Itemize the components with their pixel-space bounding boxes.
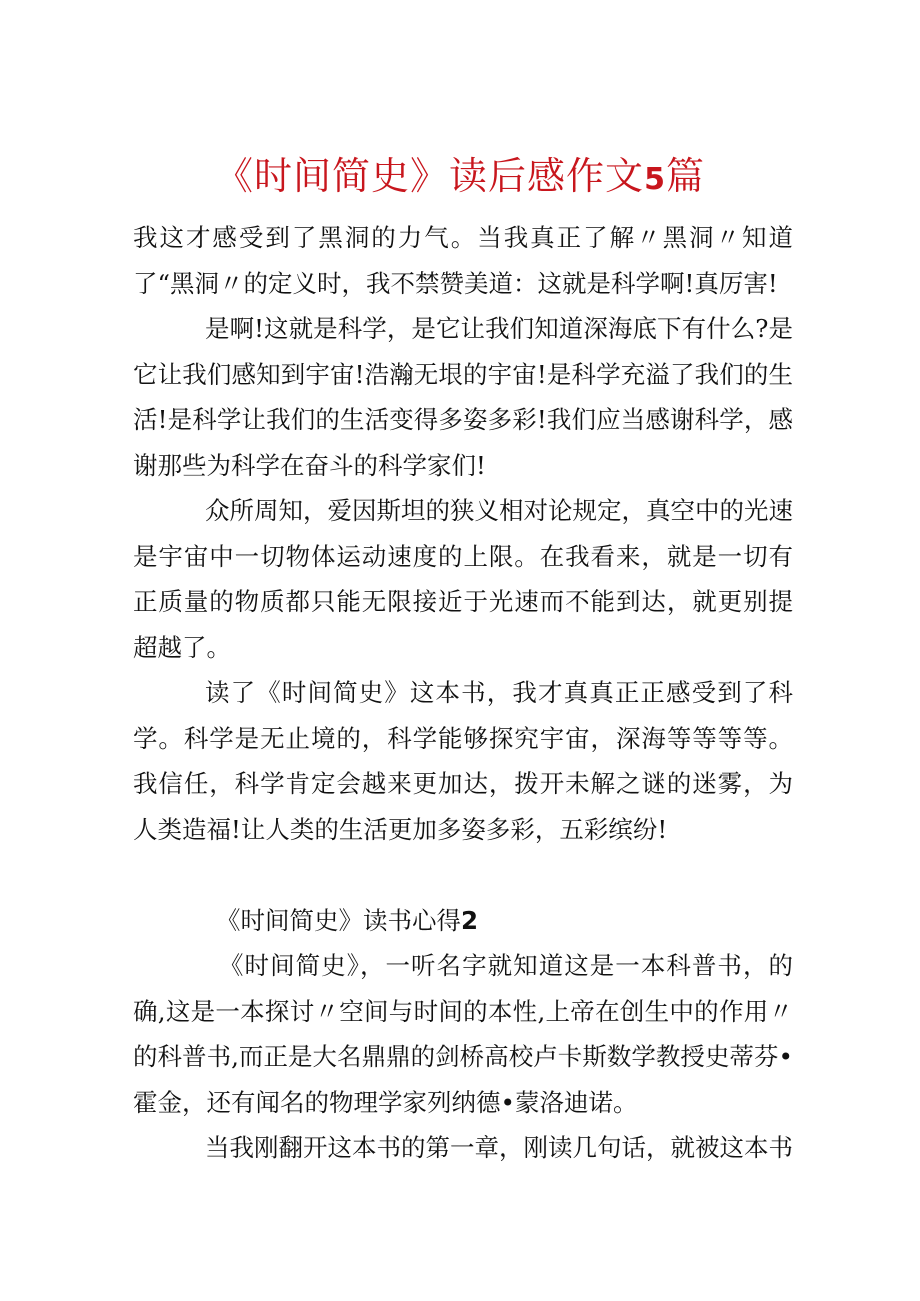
paragraph-3: 众所周知，爱因斯坦的狭义相对论规定，真空中的光速是宇宙中一切物体运动速度的上限。在我看来，就是一切有正质量的物质都只能无限接近于光速而不能到达，就更别提超越了。 <box>133 496 793 662</box>
paragraph-1-block <box>133 215 793 306</box>
paragraph-4: 读了《时间简史》这本书，我才真真正正感受到了科学。科学是无止境的，科学能够探究宇宙，深海等等等等。我信任，科学肯定会越来更加达，拨开未解之谜的迷雾，为人类造福!让人类的生活更加多姿多彩，五彩缤纷! <box>133 678 793 844</box>
title-number: 5 <box>644 162 666 197</box>
section-heading-number: 2 <box>461 906 479 935</box>
paragraph-2-block <box>133 306 793 488</box>
paragraph-4-block <box>133 670 793 852</box>
paragraph-1: 我这才感受到了黑洞的力气。当我真正了解〃黑洞〃知道了“黑洞〃的定义时，我不禁赞美道：这就是科学啊!真厉害! <box>133 223 793 298</box>
paragraph-3-block <box>133 488 793 670</box>
paragraph-5-block <box>133 943 793 1125</box>
paragraph-5: 《时间简史》，一听名字就知道这是一本科普书，的确,这是一本探讨〃空间与时间的本性,上帝在创生中的作用〃的科普书,而正是大名鼎鼎的剑桥高校卢卡斯数学教授史蒂芬•霍金，还有闻名的物理学家列纳德•蒙洛迪诺。 <box>133 951 793 1117</box>
section-heading-text: 《时间简史》读书心得 <box>216 906 461 935</box>
paragraph-6-block <box>133 1125 793 1171</box>
paragraph-6: 当我刚翻开这本书的第一章，刚读几句话，就被这本书 <box>205 1133 793 1162</box>
document-title <box>0 146 920 210</box>
section-heading <box>216 898 478 944</box>
title-suffix: 篇 <box>665 154 705 198</box>
title-text: 《时间简史》读后感作文 <box>215 154 645 198</box>
paragraph-2: 是啊!这就是科学，是它让我们知道深海底下有什么?是它让我们感知到宇宙!浩瀚无垠的宇宙!是科学充溢了我们的生活!是科学让我们的生活变得多姿多彩!我们应当感谢科学，感谢那些为科学在奋斗的科学家们! <box>133 314 793 480</box>
